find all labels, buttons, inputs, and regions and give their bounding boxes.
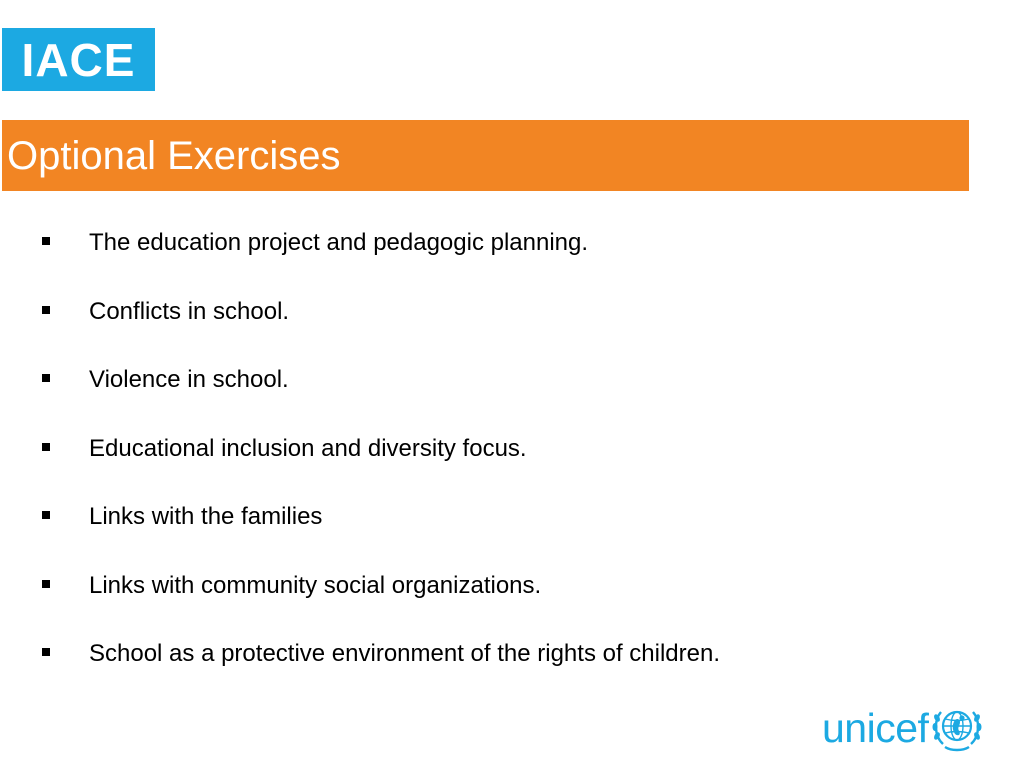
bullet-text: Violence in school.	[89, 366, 289, 393]
slide-title: Optional Exercises	[7, 133, 341, 178]
square-bullet-icon	[42, 511, 50, 519]
iace-logo-text: IACE	[21, 33, 136, 86]
title-bar	[2, 120, 969, 191]
bullet-text: Links with community social organizations.	[89, 571, 542, 599]
unicef-logo	[822, 704, 983, 752]
unicef-emblem-icon	[931, 704, 983, 752]
square-bullet-icon	[42, 580, 50, 588]
iace-logo	[2, 28, 155, 91]
bullet-text: Links with the families	[89, 503, 323, 530]
square-bullet-icon	[42, 237, 50, 245]
unicef-logo-text: unicef	[822, 704, 929, 751]
square-bullet-icon	[42, 648, 50, 656]
square-bullet-icon	[42, 374, 50, 382]
bullet-text: School as a protective environment of the rights of children.	[89, 640, 721, 667]
bullet-text: Conflicts in school.	[89, 297, 290, 325]
bullet-text: Educational inclusion and diversity focus.	[89, 434, 527, 462]
square-bullet-icon	[42, 443, 50, 451]
bullet-text: The education project and pedagogic planning.	[89, 229, 589, 256]
square-bullet-icon	[42, 306, 50, 314]
